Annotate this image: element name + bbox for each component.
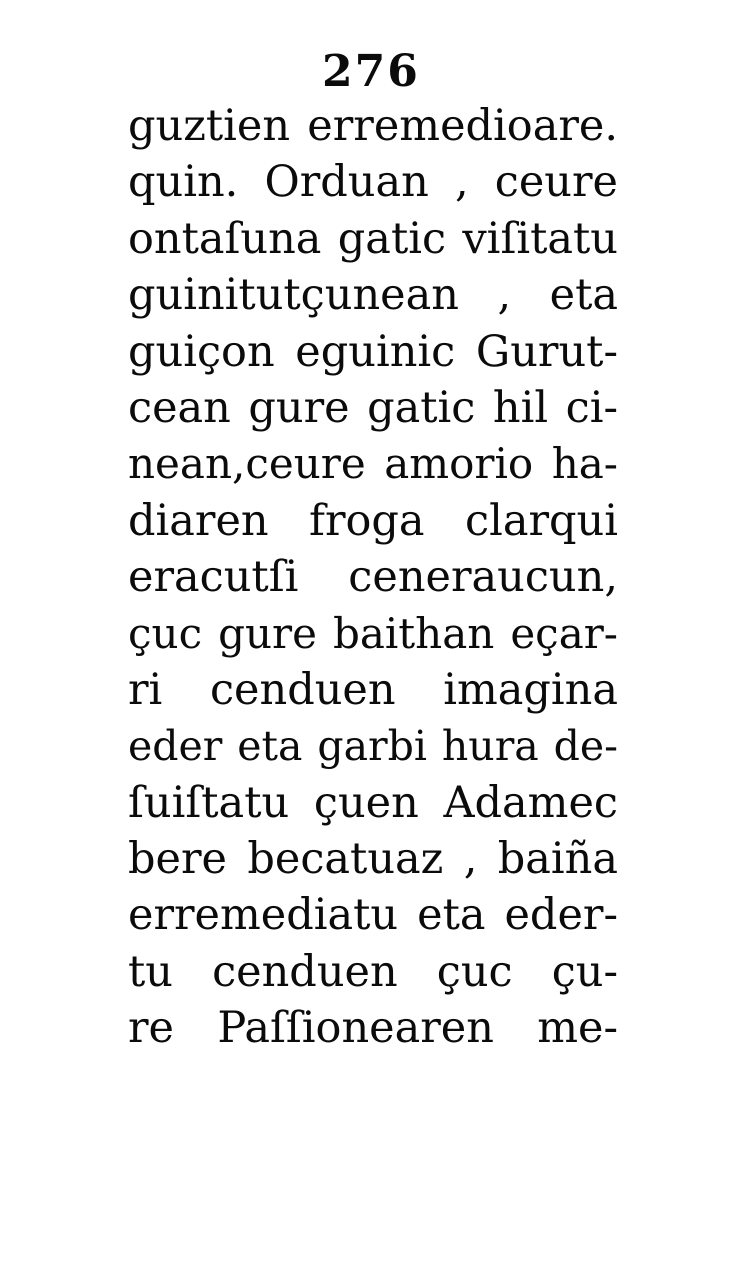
text-line: quin. Orduan , ceure: [128, 157, 618, 208]
text-line: re Paſſionearen me-: [128, 1003, 618, 1054]
text-line: guinitutçunean , eta: [128, 270, 618, 321]
text-line: ſuiſtatu çuen Adamec: [128, 777, 618, 828]
text-line: ri cenduen imagina: [128, 664, 618, 715]
text-line: cean gure gatic hil ci-: [128, 382, 618, 433]
text-line: eder eta garbi hura de-: [128, 722, 618, 771]
text-line: bere becatuaz , baiña: [128, 834, 618, 885]
text-line: çuc gure baithan eçar-: [128, 608, 618, 658]
text-line: eracutſi ceneraucun,: [128, 552, 618, 603]
text-line: erremediatu eta eder-: [128, 890, 618, 941]
text-line: diaren froga clarqui: [128, 495, 618, 546]
page-number: 276: [322, 46, 420, 97]
text-line: tu cenduen çuc çu-: [128, 946, 618, 997]
text-line: nean,ceure amorio ha-: [128, 439, 618, 489]
text-line: guiçon eguinic Gurut-: [128, 326, 618, 377]
text-line: guztien erremedioare.: [128, 101, 618, 151]
text-line: ontaſuna gatic viſitatu: [128, 213, 618, 264]
body-text: [128, 98, 618, 1057]
